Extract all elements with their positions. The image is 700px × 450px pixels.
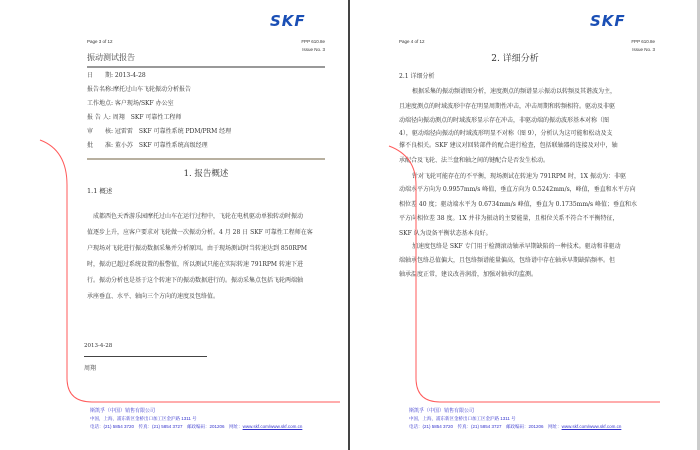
- paragraph-line: 端轴承包络总值偏大，且包络频谱能量偏高，包络谱中存在轴承早期缺陷频率。但: [399, 257, 616, 264]
- signature-name: 周翔: [84, 365, 97, 372]
- paragraph-line: 轴承温度正常，建议改善润滑，加强对轴承的监测。: [399, 271, 538, 278]
- paragraph-line: SKF 认为设备平衡状态基本良好。: [399, 230, 492, 237]
- page-number: Page 3 of 12: [87, 39, 113, 44]
- page-number: Page 4 of 12: [399, 39, 425, 44]
- issue-number: Issue No. 3: [632, 47, 655, 52]
- paragraph-line: 承配合及飞轮、法兰盘和轴之间的键配合是否发生松动。: [399, 157, 550, 164]
- subsection-heading: 2.1 详细分析: [399, 73, 435, 80]
- paragraph-line: 值逐步上升，应客户要求对飞轮做一次振动分析。4 月 28 日 SKF 可靠性工程师在客: [87, 229, 313, 236]
- paragraph-line: 动端水平方向为 0.9957mm/s 峰值，垂直方向为 0.5242mm/s，峰值，垂直和水平方向: [399, 186, 636, 193]
- paragraph-line: 加速度包络是 SKF 专门用于检测滚动轴承早期缺陷的一种技术。驱动和非驱动: [412, 243, 621, 250]
- footer-contact: 电话：(21) 5854 3720 传真：(21) 5854 3727 邮政编码：201206 网址：www.skf.com/www.skf.com.cn: [90, 424, 303, 429]
- signature-date: 2013-4-28: [84, 343, 113, 349]
- form-code: FPP 610.8e: [301, 39, 325, 44]
- paragraph-line: 相位差 40 度；驱动端水平为 0.6734mm/s 峰值，垂直为 0.1735mm/s 峰值；垂直和水: [399, 201, 638, 208]
- footer-address: 中国，上海，浦东新区金桥出口加工区金沪路 1311 号: [90, 416, 197, 421]
- annotation-outline-left: [40, 140, 340, 402]
- paragraph-line: 动端径向振动测点的时域波形显示存在冲击，非驱动端的振动波形基本对称（图: [399, 117, 610, 124]
- paragraph-line: 撑不良相关。SKF 建议对回转部件的配合进行检查，包括联轴器的连接及对中，轴: [399, 142, 618, 149]
- paragraph-line: 针对飞轮可能存在的不平衡，现场测试在转速为 791RPM 时，1X 振动为：非驱: [412, 173, 626, 180]
- meta-report-name: 报告名称:摩托过山车飞轮振动分析报告: [87, 86, 192, 93]
- section-heading: 1. 报告概述: [183, 169, 229, 179]
- paragraph-line: 根据采集的振动频谱图分析，速度测点的频谱显示振动以转频及其谐波为主，: [412, 88, 617, 95]
- footer-company: 斯凯孚（中国）销售有限公司: [90, 408, 156, 414]
- meta-reporter: 报 告 人: 周翔 SKF 可靠性工程师: [87, 114, 182, 121]
- paragraph-line: 时，振动已超过系统设置的报警值，所以测试只能在实际转速 791RPM 转速下进: [87, 261, 303, 268]
- meta-date: 日 期: 2013-4-28: [87, 72, 146, 79]
- paragraph-line: 平方向相位差 38 度。1X 并非为振动的主要能量，且相位关系不符合不平衡特征，: [399, 215, 619, 222]
- skf-logo: SKF: [590, 12, 626, 30]
- subsection-heading: 1.1 概述: [87, 187, 113, 195]
- meta-approver: 批 准: 董小苏 SKF 可靠性系统高级经理: [87, 142, 208, 149]
- annotation-outline-right: [389, 146, 660, 402]
- footer-contact: 电话：(21) 5854 3720 传真：(21) 5854 3727 邮政编码：201206 网址：www.skf.com/www.skf.com.cn: [409, 424, 622, 429]
- paragraph-line: 户现场对飞轮进行振动数据采集并分析原因。由于现场测试时当转速达到 850RPM: [87, 245, 308, 252]
- footer-website-link[interactable]: www.skf.com/www.skf.com.cn: [242, 424, 303, 429]
- paragraph-line: 且速度测点的时域波形中存在明显周期性冲击，冲击周期和转频相符。驱动及非驱: [399, 102, 616, 110]
- footer-address: 中国，上海，浦东新区金桥出口加工区金沪路 1311 号: [409, 416, 516, 421]
- section-heading: 2. 详细分析: [491, 54, 539, 64]
- footer-website-link[interactable]: www.skf.com/www.skf.com.cn: [561, 424, 622, 429]
- paragraph-line: 4），驱动端径向振动的时域波形明显不对称（图 9），分析认为这可能和松动及支: [399, 130, 613, 137]
- issue-number: Issue No. 3: [302, 47, 325, 52]
- meta-location: 工作地点: 客户现场/SKF 办公室: [87, 100, 174, 107]
- paragraph-line: 行。振动分析也是基于这个转速下的振动数据进行的。振动采集点包括飞轮两端轴: [87, 277, 304, 284]
- document-title: 振动测试报告: [87, 53, 135, 62]
- skf-logo: SKF: [270, 12, 306, 30]
- form-code: FPP 610.8e: [631, 39, 655, 44]
- paragraph-line: 成都西色天香游乐园摩托过山车在运行过程中，飞轮在电机驱动单独转动时振动: [93, 213, 304, 220]
- paragraph-line: 承座垂直、水平、轴向三个方向的速度及包络值。: [87, 293, 220, 300]
- meta-reviewer: 审 核: 冠雷雷 SKF 可靠性系统 PDM/PRM 经理: [87, 128, 232, 135]
- footer-company: 斯凯孚（中国）销售有限公司: [409, 408, 475, 414]
